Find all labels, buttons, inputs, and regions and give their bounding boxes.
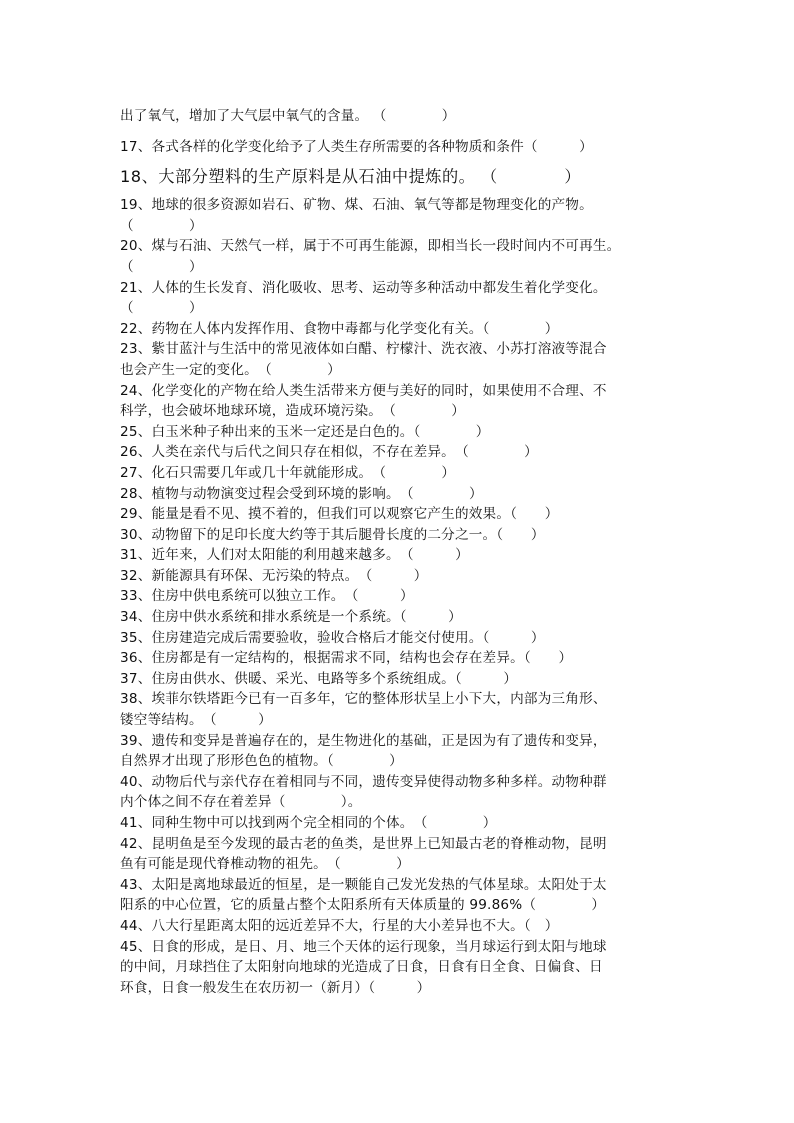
line-23-cont: 也会产生一定的变化。 （ ） — [120, 361, 341, 378]
line-45-cont-2: 环食，日食一般发生在农历初一（新月）（ ） — [120, 979, 431, 996]
line-35: 35、住房建造完成后需要验收，验收合格后才能交付使用。（ ） — [120, 629, 545, 646]
line-38: 38、埃菲尔铁塔距今已有一百多年，它的整体形状呈上小下大，内部为三角形、 — [120, 691, 607, 708]
line-34: 34、住房中供水系统和排水系统是一个系统。（ ） — [120, 609, 462, 626]
line-16-cont: 出了氧气，增加了大气层中氧气的含量。 （ ） — [120, 108, 456, 124]
line-24: 24、化学变化的产物在给人类生活带来方便与美好的同时，如果使用不合理、不 — [120, 382, 607, 399]
question-list — [120, 106, 680, 998]
line-44: 44、八大行星距离太阳的远近差异不大，行星的大小差异也不大。（ ） — [120, 917, 559, 934]
line-17: 17、各式各样的化学变化给予了人类生存所需要的各种物质和条件（ ） — [120, 138, 593, 155]
line-28: 28、植物与动物演变过程会受到环境的影响。 （ ） — [120, 485, 483, 502]
line-40-cont: 内个体之间不存在着差异（ ）。 — [120, 794, 362, 811]
line-29: 29、能量是看不见、摸不着的，但我们可以观察它产生的效果。（ ） — [120, 506, 559, 523]
line-38-cont: 镂空等结构。 （ ） — [120, 712, 272, 729]
line-19: 19、地球的很多资源如岩石、矿物、煤、石油、氧气等都是物理变化的产物。 — [120, 197, 593, 214]
line-20: 20、煤与石油、天然气一样，属于不可再生能源，即相当长一段时间内不可再生。 — [120, 238, 621, 255]
line-26: 26、人类在亲代与后代之间只存在相似，不存在差异。 （ ） — [120, 444, 538, 461]
line-21: 21、人体的生长发育、消化吸收、思考、运动等多种活动中都发生着化学变化。 — [120, 279, 607, 296]
line-24-cont: 科学，也会破坏地球环境，造成环境污染。 （ ） — [120, 403, 466, 420]
line-22: 22、药物在人体内发挥作用、食物中毒都与化学变化有关。（ ） — [120, 320, 559, 337]
line-31: 31、近年来，人们对太阳能的利用越来越多。 （ ） — [120, 547, 469, 564]
line-32: 32、新能源具有环保、无污染的特点。 （ ） — [120, 567, 428, 584]
line-41: 41、同种生物中可以找到两个完全相同的个体。 （ ） — [120, 815, 497, 831]
line-39: 39、遗传和变异是普遍存在的，是生物进化的基础，正是因为有了遗传和变异， — [120, 732, 607, 749]
line-42-cont: 鱼有可能是现代脊椎动物的祖先。 （ ） — [120, 856, 410, 873]
line-39-cont: 自然界才出现了形形色色的植物。（ ） — [120, 753, 403, 770]
line-43: 43、太阳是离地球最近的恒星，是一颗能自己发光发热的气体星球。太阳处于太 — [120, 876, 607, 893]
line-30: 30、动物留下的足印长度大约等于其后腿骨长度的二分之一。（ ） — [120, 526, 545, 543]
line-25: 25、白玉米种子种出来的玉米一定还是白色的。（ ） — [120, 423, 490, 440]
line-21-blank: （ ） — [120, 300, 203, 317]
line-23: 23、紫甘蓝汁与生活中的常见液体如白醋、柠檬汁、洗衣液、小苏打溶液等混合 — [120, 341, 607, 358]
line-19-blank: （ ） — [120, 217, 203, 234]
line-18: 18、大部分塑料的生产原料是从石油中提炼的。 （ ） — [120, 167, 582, 187]
line-36: 36、住房都是有一定结构的，根据需求不同，结构也会存在差异。（ ） — [120, 650, 573, 667]
line-33: 33、住房中供电系统可以独立工作。 （ ） — [120, 588, 414, 605]
line-45-cont-1: 的中间，月球挡住了太阳射向地球的光造成了日食，日食有日全食、日偏食、日 — [120, 959, 603, 976]
line-45: 45、日食的形成，是日、月、地三个天体的运行现象，当月球运行到太阳与地球 — [120, 938, 607, 955]
line-40: 40、动物后代与亲代存在着相同与不同，遗传变异使得动物多种多样。动物种群 — [120, 773, 607, 790]
line-20-blank: （ ） — [120, 258, 203, 275]
line-43-cont: 阳系的中心位置，它的质量占整个太阳系所有天体质量的 99.86%（ ） — [120, 897, 606, 914]
line-27: 27、化石只需要几年或几十年就能形成。 （ ） — [120, 464, 456, 481]
line-42: 42、昆明鱼是至今发现的最古老的鱼类，是世界上已知最古老的脊椎动物，昆明 — [120, 835, 607, 852]
line-37: 37、住房由供水、供暖、采光、电路等多个系统组成。（ ） — [120, 670, 518, 687]
